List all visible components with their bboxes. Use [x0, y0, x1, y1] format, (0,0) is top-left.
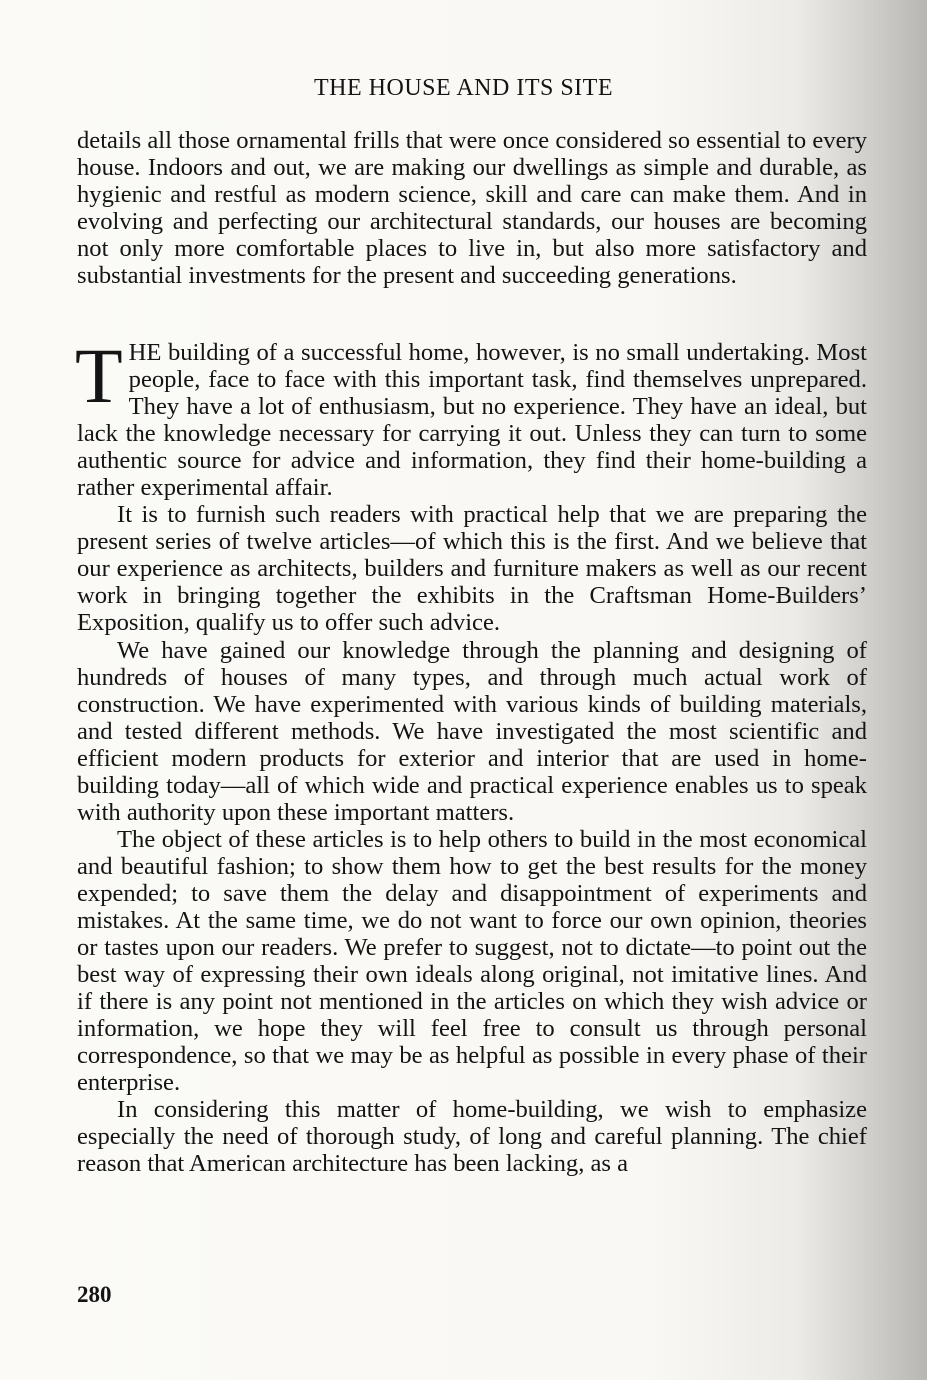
paragraph-text: HE building of a successful home, however, is no small undertaking. Most people, face to face with this important task, find themselves unprepared. They have a lot of enthusiasm, but no experience. They have an ideal, but lack the knowledge necessary for carrying it out. Unless they can turn to some authentic source for advice and information, they find their home-building a rather experimental affair.	[77, 339, 867, 502]
running-head: THE HOUSE AND ITS SITE	[314, 75, 613, 101]
drop-cap: T	[75, 332, 123, 419]
page-number: 280	[77, 1282, 112, 1307]
paragraph: The object of these articles is to help others to build in the most economical and beautiful fashion; to show them how to get the best results for the money expended; to save them the delay and disappointment of experiments and mistakes. At the same time, we do not want to force our own opinion, theories or tastes upon our readers. We prefer to suggest, not to dictate—to point out the best way of expressing their own ideals along original, not imitative lines. And if there is any point not mentioned in the articles on which they wish advice or information, we hope they will feel free to consult us through personal correspondence, so that we may be as helpful as possible in every phase of their enterprise.	[77, 825, 867, 1097]
continuation-text	[77, 127, 867, 289]
paragraph: In considering this matter of home-building, we wish to emphasize especially the need of thorough study, of long and careful planning. The chief reason that American architecture has been lacking, as a	[77, 1096, 867, 1178]
paragraph: We have gained our knowledge through the planning and designing of hundreds of houses of many types, and through much actual work of construction. We have experimented with various kinds of building materials, and tested different methods. We have investigated the most scientific and efficient modern products for exterior and interior that are used in home-building today—all of which wide and practical experience enables us to speak with authority upon these important matters.	[77, 636, 867, 826]
paragraph-with-drop-cap	[75, 332, 867, 502]
article-body	[75, 332, 867, 1178]
paragraph: It is to furnish such readers with practical help that we are preparing the present series of twelve articles—of which this is the first. And we believe that our experience as architects, builders and furniture makers as well as our recent work in bringing together the exhibits in the Craftsman Home-Builders’ Exposition, qualify us to offer such advice.	[77, 501, 867, 637]
paragraph: details all those ornamental frills that were once considered so essential to every house. Indoors and out, we are making our dwellings as simple and durable, as hygienic and restful as modern science, skill and care can make them. And in evolving and perfecting our architectural standards, our houses are becoming not only more comfortable places to live in, but also more satisfactory and substantial investments for the present and succeeding generations.	[77, 127, 867, 290]
